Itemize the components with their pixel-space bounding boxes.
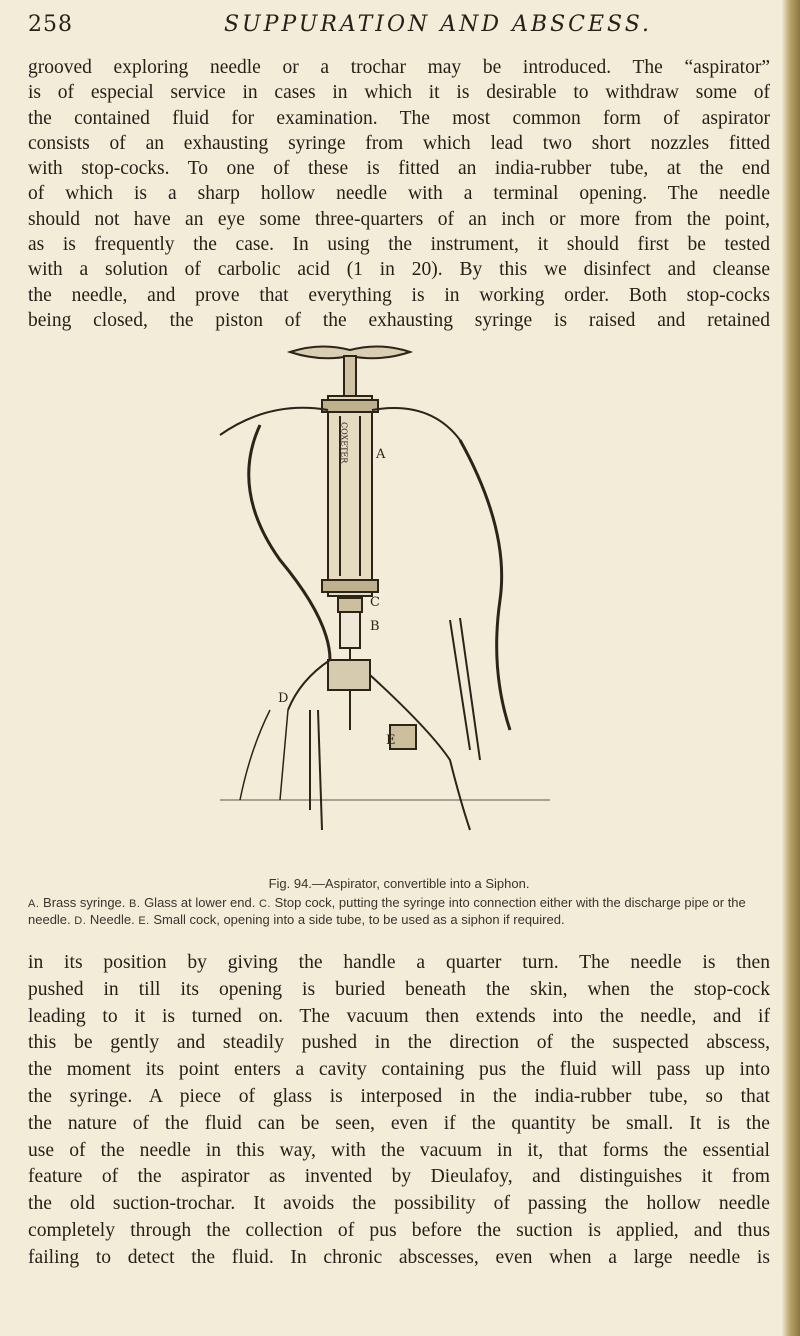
aspirator-figure — [210, 330, 600, 870]
running-title: SUPPURATION AND ABSCESS. — [223, 12, 653, 37]
text-line: of which is a sharp hollow needle with a terminal opening. The needle — [28, 183, 770, 205]
text-line: is of especial service in cases in which it is desirable to withdraw some of — [28, 82, 770, 104]
page-number: 258 — [28, 12, 73, 37]
text-line: pushed in till its opening is buried beneath the skin, when the stop-cock — [28, 978, 770, 1000]
legend-key: B. — [129, 898, 141, 910]
figure-title: Fig. 94.—Aspirator, convertible into a Siphon. — [268, 876, 530, 891]
figure-label-a: A — [376, 447, 386, 462]
text-line: failing to detect the fluid. In chronic abscesses, even when a large needle is — [28, 1246, 770, 1268]
page-header — [28, 12, 768, 46]
legend-text: Needle. — [89, 912, 135, 927]
text-line: the needle, and prove that everything is in working order. Both stop-cocks — [28, 284, 770, 306]
text-line: consists of an exhausting syringe from which lead two short nozzles fitted — [28, 132, 770, 154]
text-line: grooved exploring needle or a trochar may be introduced. The “aspirator” — [28, 57, 770, 78]
legend-text: Glass at lower end. — [144, 895, 256, 910]
legend-key: C. — [258, 898, 271, 910]
text-line: the moment its point enters a cavity containing pus the fluid will pass up into — [28, 1059, 770, 1081]
legend-text: Stop cock, putting the syringe into connection either with the discharge pipe or the needle. — [28, 895, 746, 927]
text-line: the contained fluid for examination. The most common form of aspirator — [28, 107, 770, 129]
text-line: should not have an eye some three-quarters of an inch or more from the point, — [28, 208, 770, 230]
text-line: use of the needle in this way, with the vacuum in it, that forms the essential — [28, 1139, 770, 1161]
text-line: the nature of the fluid can be seen, even if the quantity be small. It is the — [28, 1112, 770, 1134]
figure-label-e: E — [386, 733, 396, 748]
text-line: being closed, the piston of the exhausting syringe is raised and retained — [28, 309, 770, 331]
text-line: with a solution of carbolic acid (1 in 20). By this we disinfect and cleanse — [28, 259, 770, 281]
text-line: as is frequently the case. In using the instrument, it should first be tested — [28, 234, 770, 256]
page-edge — [782, 0, 800, 1336]
text-line: the old suction-trochar. It avoids the possibility of passing the hollow needle — [28, 1193, 770, 1215]
figure-caption — [28, 876, 770, 929]
text-line: completely through the collection of pus before the suction is applied, and thus — [28, 1219, 770, 1241]
legend-key: A. — [28, 898, 40, 910]
text-line: this be gently and steadily pushed in the direction of the suspected abscess, — [28, 1032, 770, 1054]
figure-label-d: D — [278, 691, 289, 706]
figure-legend — [28, 895, 770, 929]
text-line: with stop-cocks. To one of these is fitted an india-rubber tube, at the end — [28, 158, 770, 180]
body-text-top — [28, 55, 770, 333]
figure-label-b: B — [370, 619, 380, 634]
text-line: feature of the aspirator as invented by Dieulafoy, and distinguishes it from — [28, 1166, 770, 1188]
figure-label-c: C — [370, 595, 380, 610]
syringe-stamp: COXETER — [339, 422, 349, 464]
text-line: the syringe. A piece of glass is interposed in the india-rubber tube, so that — [28, 1085, 770, 1107]
body-text-bottom — [28, 950, 770, 1272]
legend-text: Brass syringe. — [43, 895, 126, 910]
text-line: leading to it is turned on. The vacuum then extends into the needle, and if — [28, 1005, 770, 1027]
legend-key: D. — [74, 915, 87, 927]
legend-key: E. — [138, 915, 150, 927]
aspirator-illustration — [210, 330, 600, 870]
legend-text: Small cock, opening into a side tube, to be used as a siphon if required. — [153, 912, 565, 927]
text-line: in its position by giving the handle a quarter turn. The needle is then — [28, 952, 770, 973]
